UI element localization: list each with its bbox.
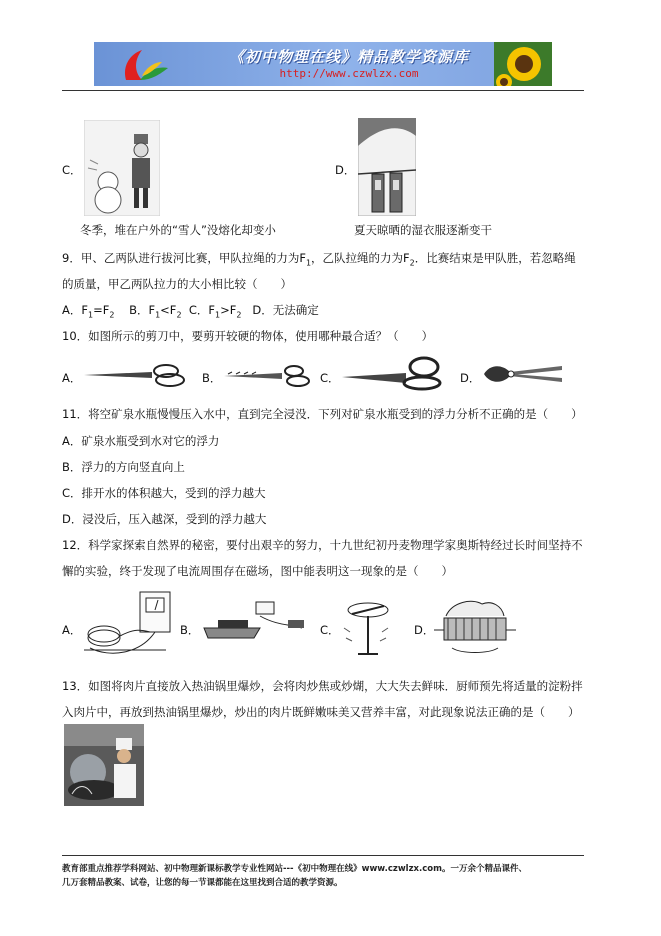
q12-option-d-label: D．	[414, 623, 435, 637]
q9-option-b: B．$F_1<F_2$	[129, 303, 182, 320]
q9-option-a: A．$F_1=F_2$	[62, 303, 115, 320]
q13-stem-line1: 13．如图将肉片直接放入热油锅里爆炒，会将肉炒焦或炒煳，大大失去鲜味．厨师预先将适量的淀粉拌	[62, 679, 583, 693]
banner-url: http://www.czwlzx.com	[279, 67, 419, 80]
hand-coil-picture	[432, 596, 518, 660]
footer-divider	[62, 855, 584, 856]
long-blade-scissors-icon	[82, 362, 188, 388]
pruning-shears-icon	[480, 358, 566, 390]
q9-option-c: C．$F_1>F_2$	[188, 303, 242, 320]
q8-option-d-caption: 夏天晾晒的湿衣服逐渐变干	[354, 223, 492, 237]
tailor-scissors-icon	[340, 355, 446, 391]
q12-option-c-label: C．	[320, 623, 340, 637]
chef-stir-fry-picture	[64, 724, 144, 806]
q9-stem-line1: 9．甲、乙两队进行拔河比赛，甲队拉绳的力为$F_1$，乙队拉绳的力为$F_2$．比赛结束是甲队胜，若忽略绳	[62, 251, 576, 268]
q13-stem-line2: 入肉片中，再放到热油锅里爆炒，炒出的肉片既鲜嫩味美又营养丰富，对此现象说法正确的是（ ）	[62, 705, 580, 719]
logo-icon	[112, 46, 172, 84]
q9-option-d: D．无法确定	[252, 303, 319, 317]
q12-option-b-label: B．	[180, 623, 200, 637]
hair-scissors-icon	[222, 362, 314, 388]
header-banner	[94, 42, 552, 86]
snowman-picture	[84, 120, 160, 216]
q12-stem-line1: 12．科学家探索自然界的秘密，要付出艰辛的努力，十九世纪初丹麦物理学家奥斯特经过长时间坚持不	[62, 538, 583, 552]
sunflower-icon	[494, 42, 552, 86]
q9-stem-line2: 的质量，甲乙两队拉力的大小相比较（ ）	[62, 277, 292, 291]
wet-clothes-picture	[358, 118, 416, 216]
footer-line1: 教育部重点推荐学科网站、初中物理新课标教学专业性网站---《初中物理在线》www.czwlzx.com。一万余个精品课件、	[62, 864, 527, 874]
q11-option-c: C．排开水的体积越大，受到的浮力越大	[62, 486, 266, 500]
q10-stem: 10．如图所示的剪刀中，要剪开较硬的物体，使用哪种最合适？（ ）	[62, 329, 434, 343]
q10-option-d-label: D．	[460, 371, 481, 385]
q12-option-a-label: A．	[62, 623, 82, 637]
q11-stem: 11．将空矿泉水瓶慢慢压入水中，直到完全浸没．下列对矿泉水瓶受到的浮力分析不正确的是（ ）	[62, 407, 583, 421]
q8-option-c-label: C．	[62, 163, 82, 177]
q12-stem-line2: 懈的实验，终于发现了电流周围存在磁场，图中能表明这一现象的是（ ）	[62, 564, 453, 578]
q11-option-d: D．浸没后，压入越深，受到的浮力越大	[62, 512, 267, 526]
galvanometer-coil-picture	[80, 588, 174, 664]
footer	[62, 862, 592, 890]
q10-option-b-label: B．	[202, 371, 222, 385]
q11-option-b: B．浮力的方向竖直向上	[62, 460, 185, 474]
header-divider	[62, 90, 584, 91]
q10-option-a-label: A．	[62, 371, 82, 385]
q8-option-c-caption: 冬季，堆在户外的“雪人”没熔化却变小	[80, 223, 276, 237]
compass-needle-picture	[338, 592, 400, 660]
banner-title: 《初中物理在线》精品教学资源库	[228, 48, 469, 66]
q8-option-d-label: D．	[335, 163, 356, 177]
magnet-cart-picture	[198, 598, 310, 644]
q10-option-c-label: C．	[320, 371, 340, 385]
footer-line2: 几万套精品教案、试卷，让您的每一节课都能在这里找到合适的教学资源。	[62, 878, 343, 888]
q11-option-a: A．矿泉水瓶受到水对它的浮力	[62, 434, 220, 448]
q9-options	[62, 302, 319, 319]
